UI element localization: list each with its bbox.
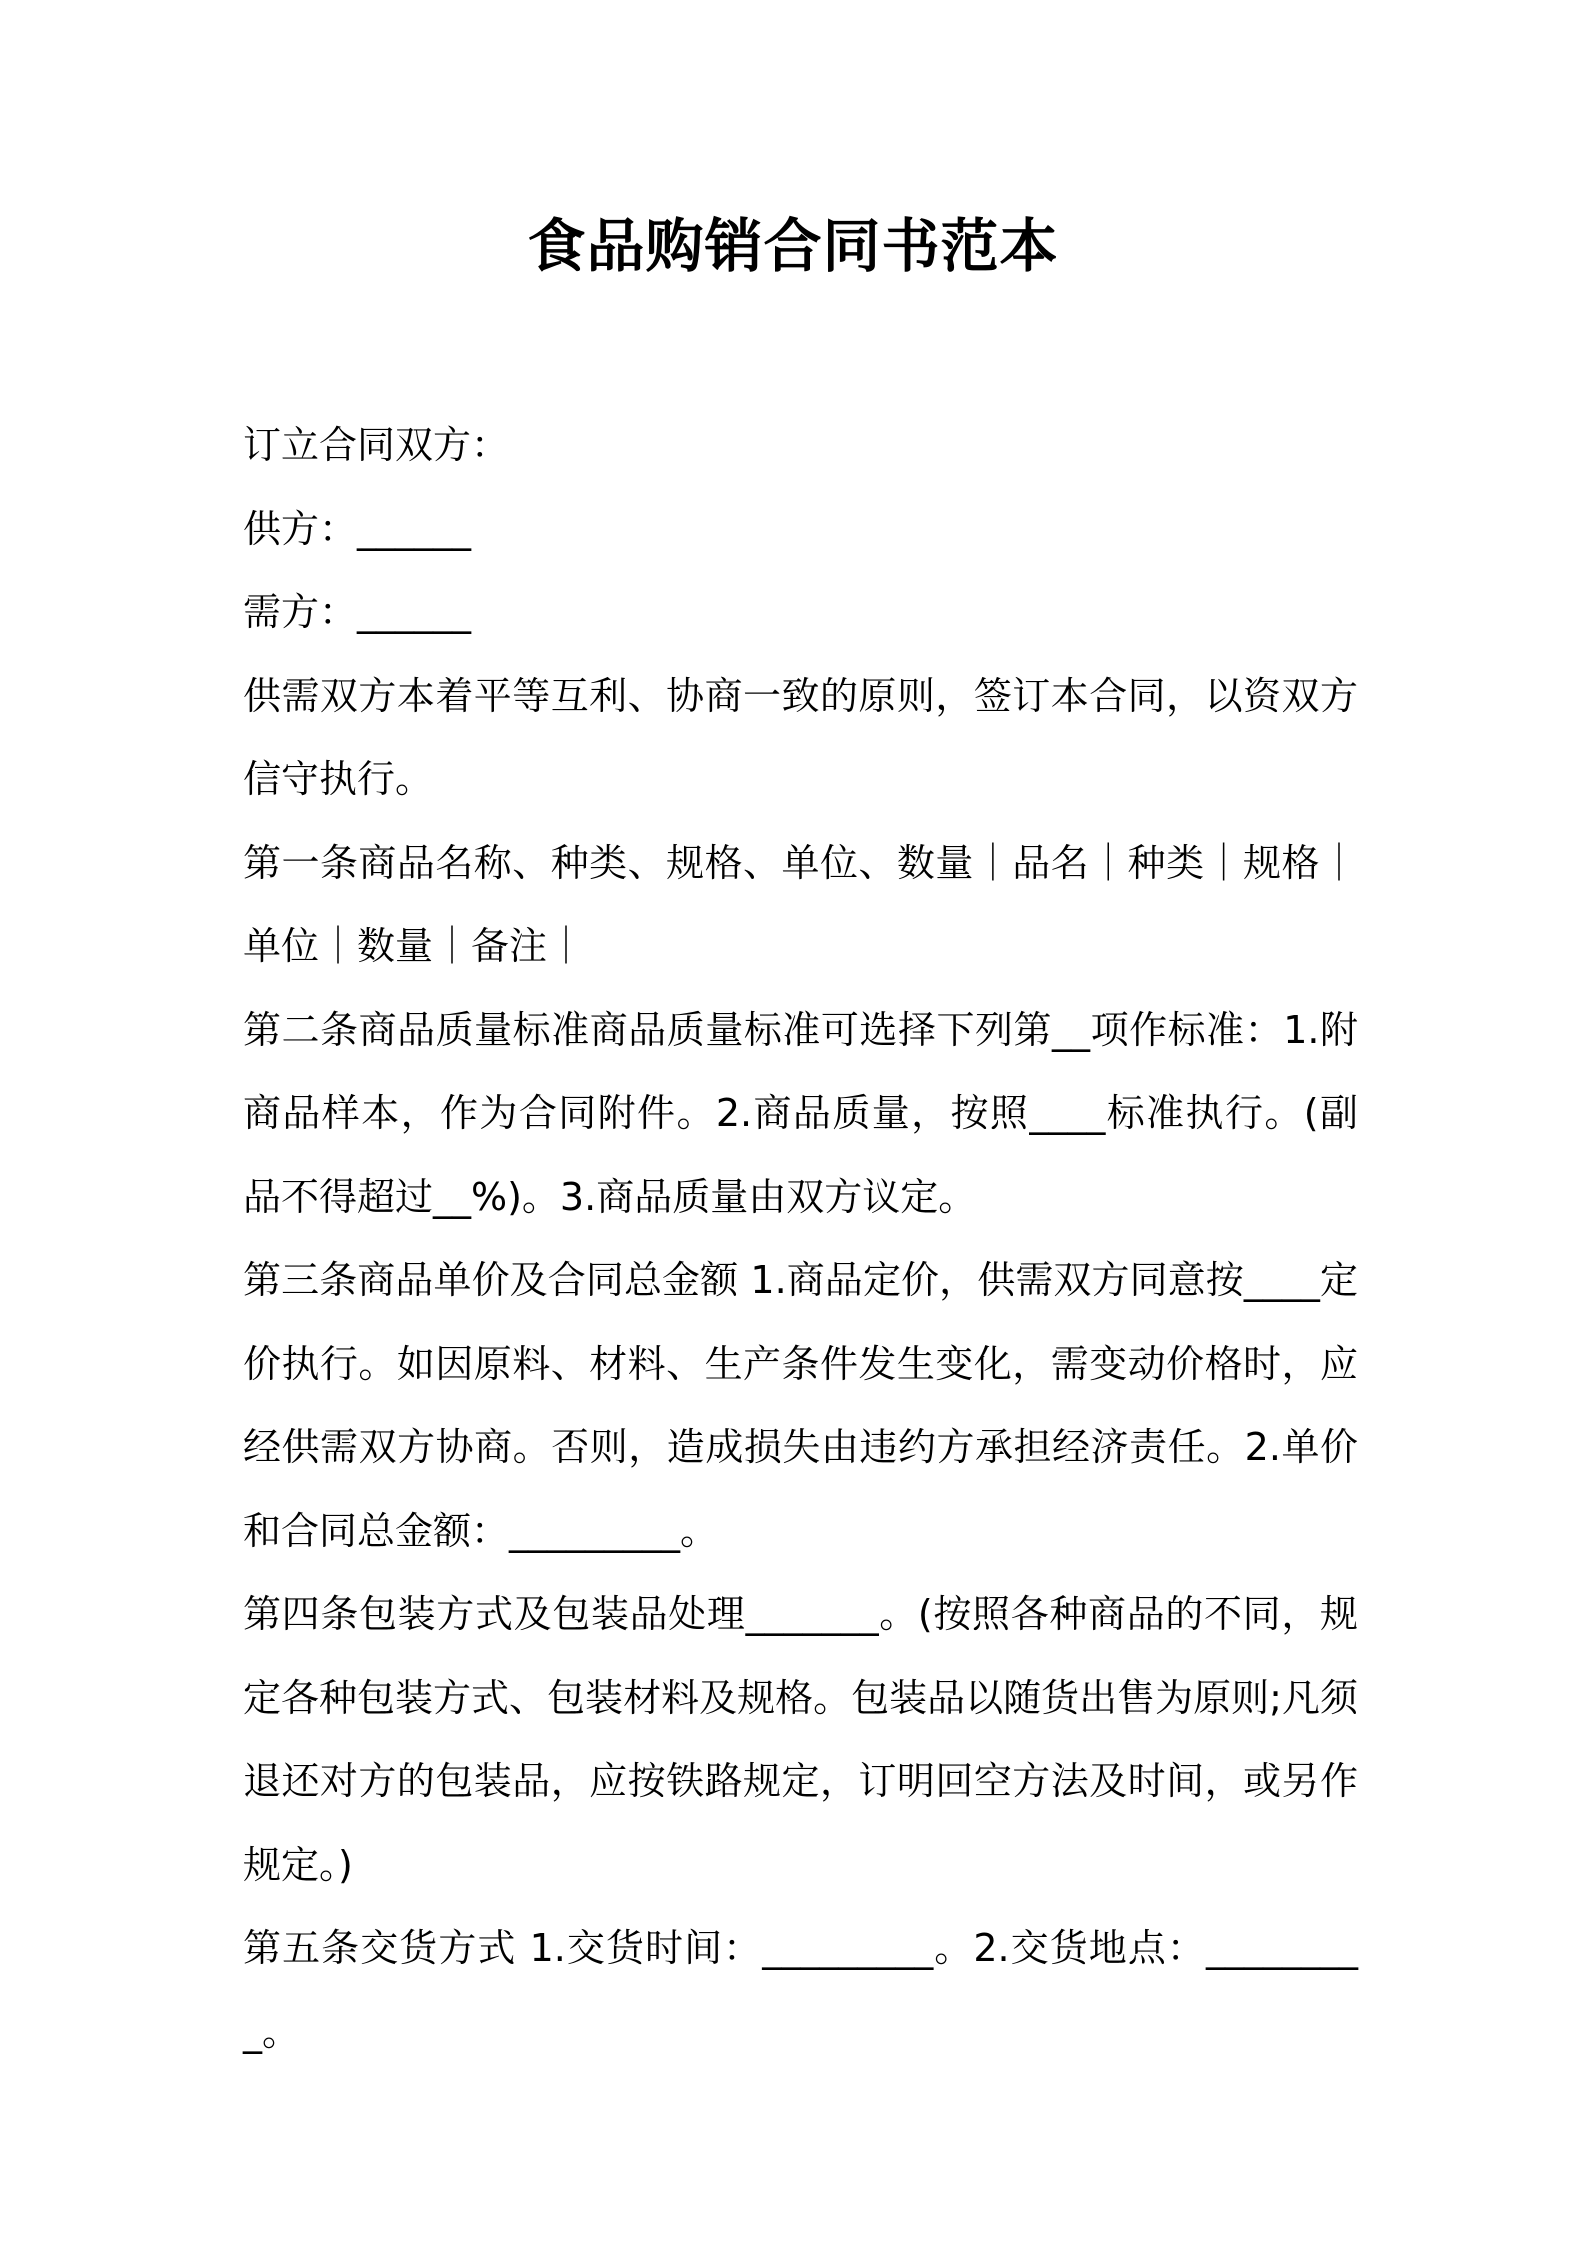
document-body [243, 404, 1358, 2074]
article-4-paragraph: 第四条包装方式及包装品处理_______。(按照各种商品的不同，规定各种包装方式、包装材料及规格。包装品以随货出售为原则;凡须退还对方的包装品，应按铁路规定，订明回空方法及时间，或另作规定。) [243, 1592, 1358, 1887]
buyer-line: 需方：______ [243, 590, 472, 634]
contract-parties-heading: 订立合同双方： [243, 423, 510, 467]
preamble-paragraph: 供需双方本着平等互利、协商一致的原则，签订本合同，以资双方信守执行。 [243, 673, 1358, 801]
supplier-line: 供方：______ [243, 506, 472, 551]
article-5-paragraph: 第五条交货方式 1.交货时间：_________。2.交货地点：_________。 [243, 1926, 1358, 2054]
article-2-paragraph: 第二条商品质量标准商品质量标准可选择下列第__项作标准：1.附商品样本，作为合同附件。2.商品质量，按照____标准执行。(副品不得超过__%)。3.商品质量由双方议定。 [243, 1007, 1358, 1219]
article-3-paragraph: 第三条商品单价及合同总金额 1.商品定价，供需双方同意按____定价执行。如因原料、材料、生产条件发生变化，需变动价格时，应经供需双方协商。否则，造成损失由违约方承担经济责任。2.单价和合同总金额：_________。 [243, 1258, 1358, 1553]
article-1-paragraph: 第一条商品名称、种类、规格、单位、数量｜品名｜种类｜规格｜单位｜数量｜备注｜ [243, 840, 1358, 968]
document-title: 食品购销合同书范本 [527, 212, 1059, 280]
